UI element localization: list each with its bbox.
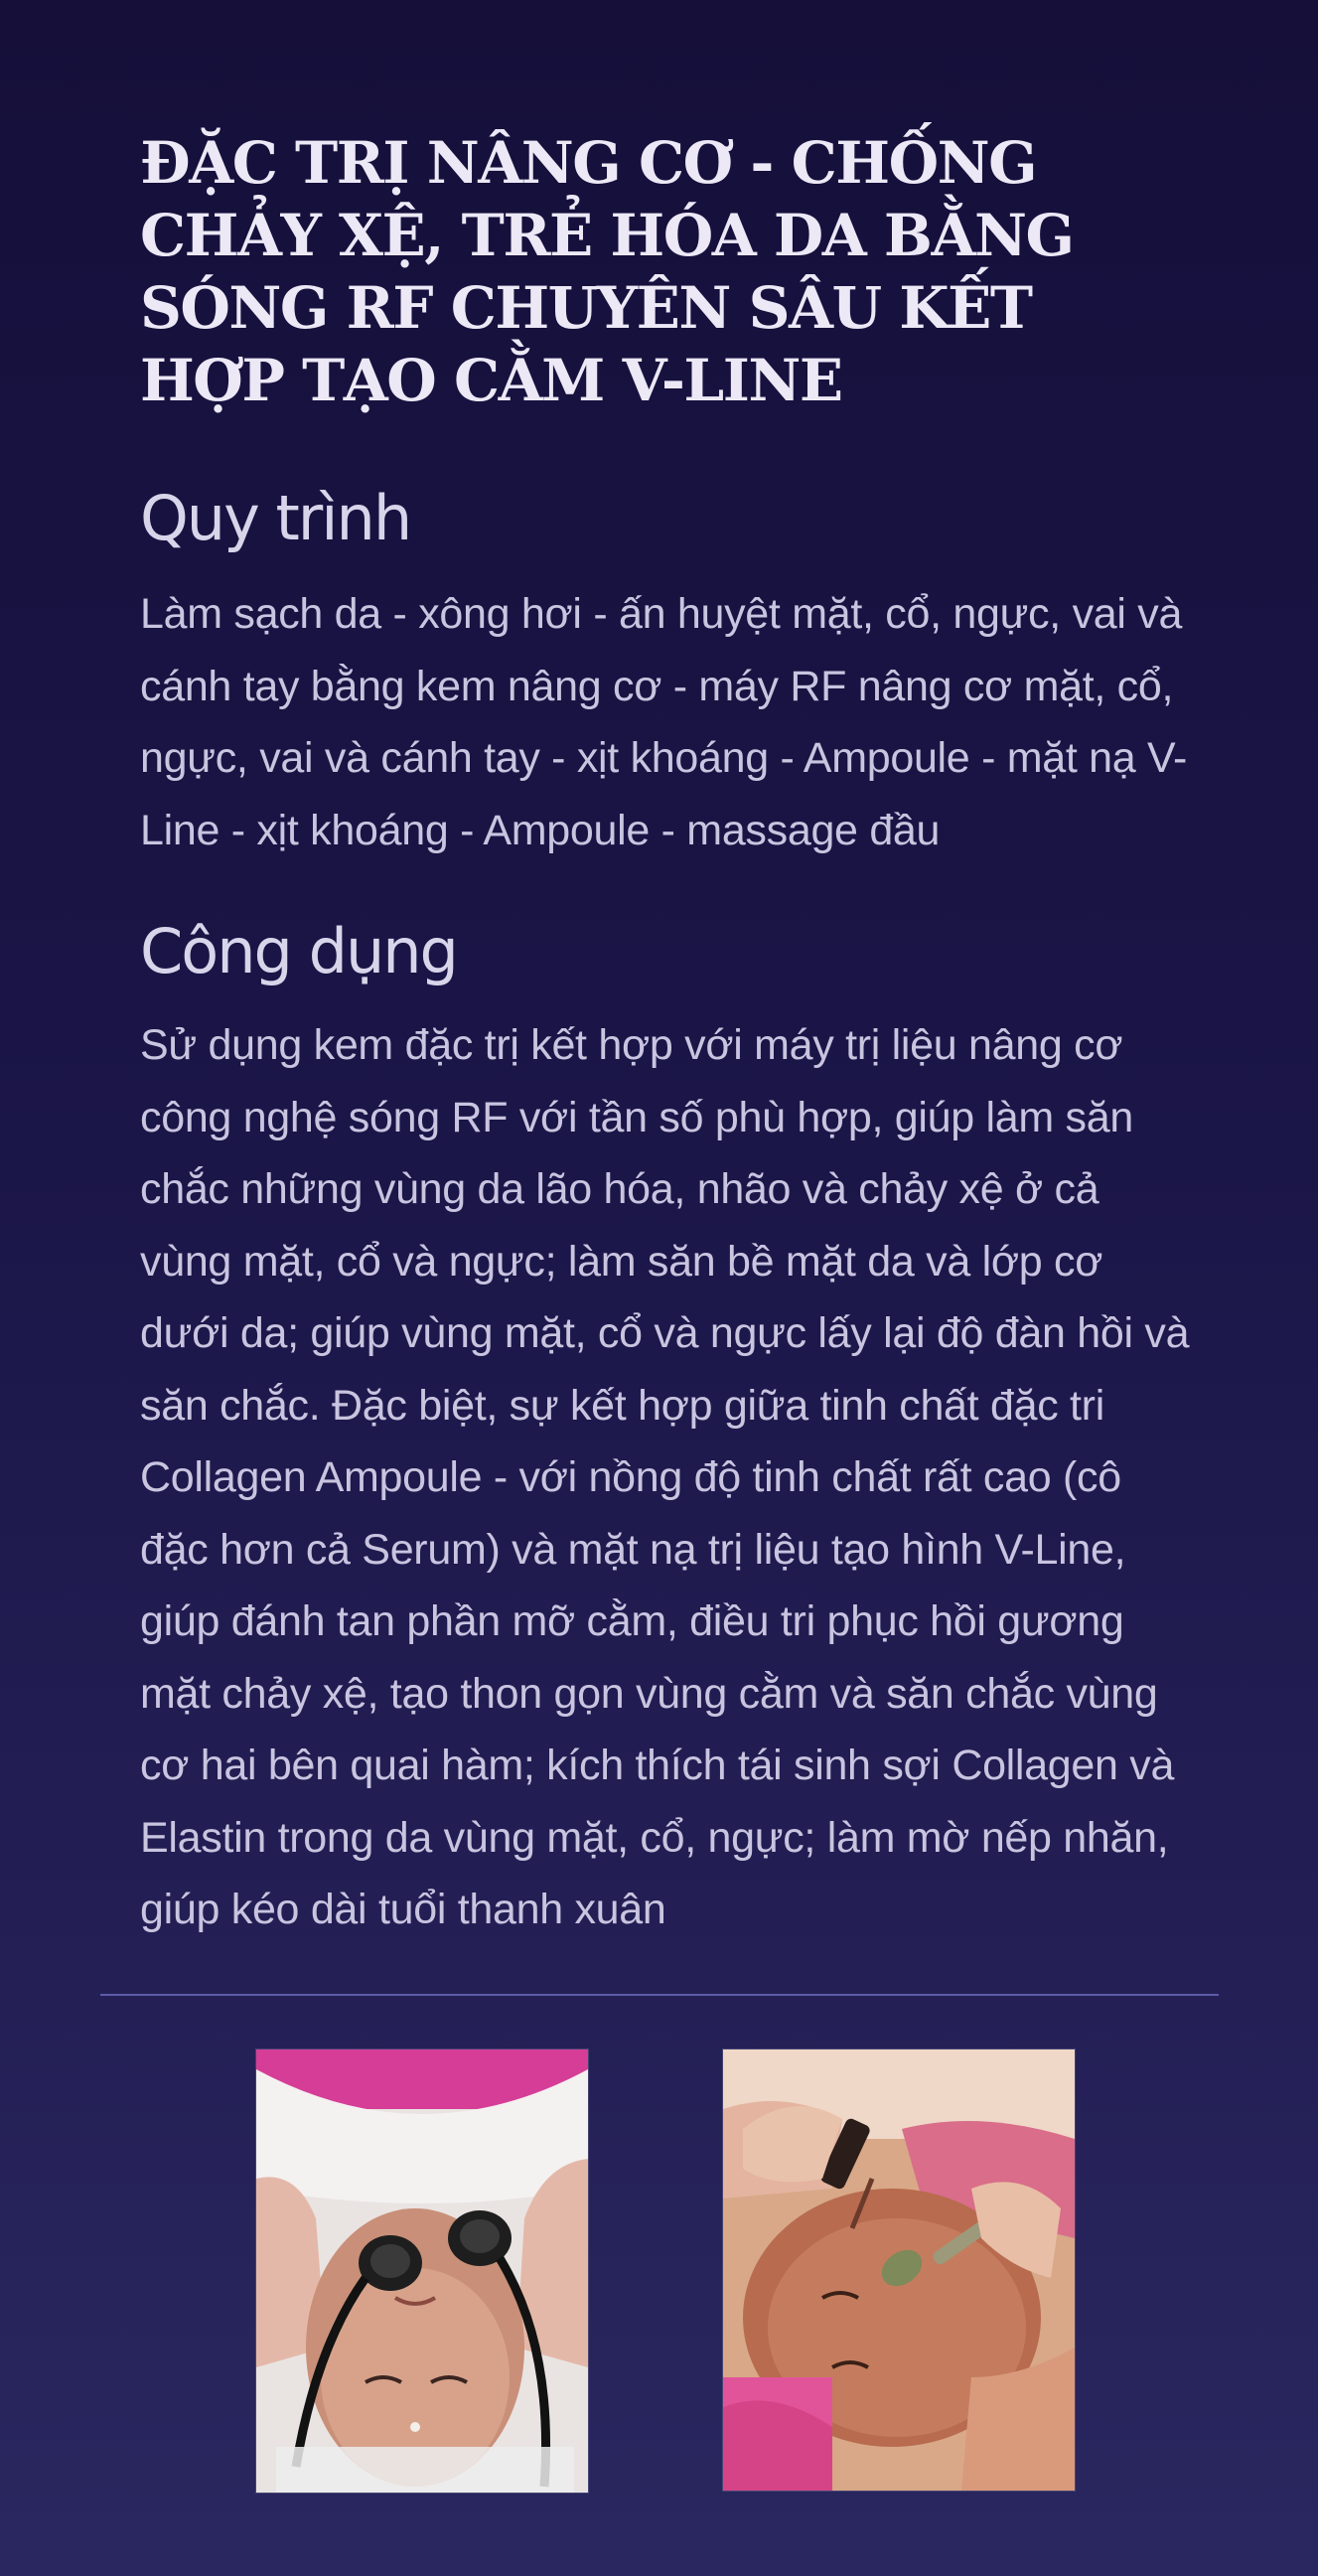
ampoule-roller-illustration (723, 2049, 1075, 2491)
section-divider (100, 1994, 1219, 1996)
process-description: Làm sạch da - xông hơi - ấn huyệt mặt, cổ, ngực, vai và cánh tay bằng kem nâng cơ - máy RF nâng cơ mặt, cổ, ngực, vai và cánh tay - xịt khoáng - Ampoule - mặt nạ V-Line - xịt khoáng - Ampoule - massage đầu (140, 590, 1188, 854)
rf-treatment-illustration (256, 2049, 588, 2493)
benefit-description: Sử dụng kem đặc trị kết hợp với máy trị liệu nâng cơ công nghệ sóng RF với tần số phù hợp, giúp làm săn chắc những vùng da lão hóa, nhão và chảy xệ ở cả vùng mặt, cổ và ngực; làm săn bề mặt da và lớp cơ dưới da; giúp vùng mặt, cổ và ngực lấy lại độ đàn hồi và săn chắc. Đặc biệt, sự kết hợp giữa tinh chất đặc tri Collagen Ampoule - với nồng độ tinh chất rất cao (cô đặc hơn cả Serum) và mặt nạ trị liệu tạo hình V-Line, giúp đánh tan phần mỡ cằm, điều tri phục hồi gương mặt chảy xệ, tạo thon gọn vùng cằm và săn chắc vùng cơ hai bên quai hàm; kích thích tái sinh sợi Collagen và Elastin trong da vùng mặt, cổ, ngực; làm mờ nếp nhăn, giúp kéo dài tuổi thanh xuân (140, 1021, 1190, 1933)
ampoule-roller-photo (722, 2048, 1076, 2492)
process-heading: Quy trình (140, 482, 411, 554)
benefit-heading: Công dụng (140, 915, 457, 987)
treatment-title: ĐẶC TRỊ NÂNG CƠ - CHỐNG CHẢY XỆ, TRẺ HÓA DA BẰNG SÓNG RF CHUYÊN SÂU KẾT HỢP TẠO CẰM V-LINE (140, 129, 1074, 414)
rf-treatment-photo (255, 2048, 589, 2494)
